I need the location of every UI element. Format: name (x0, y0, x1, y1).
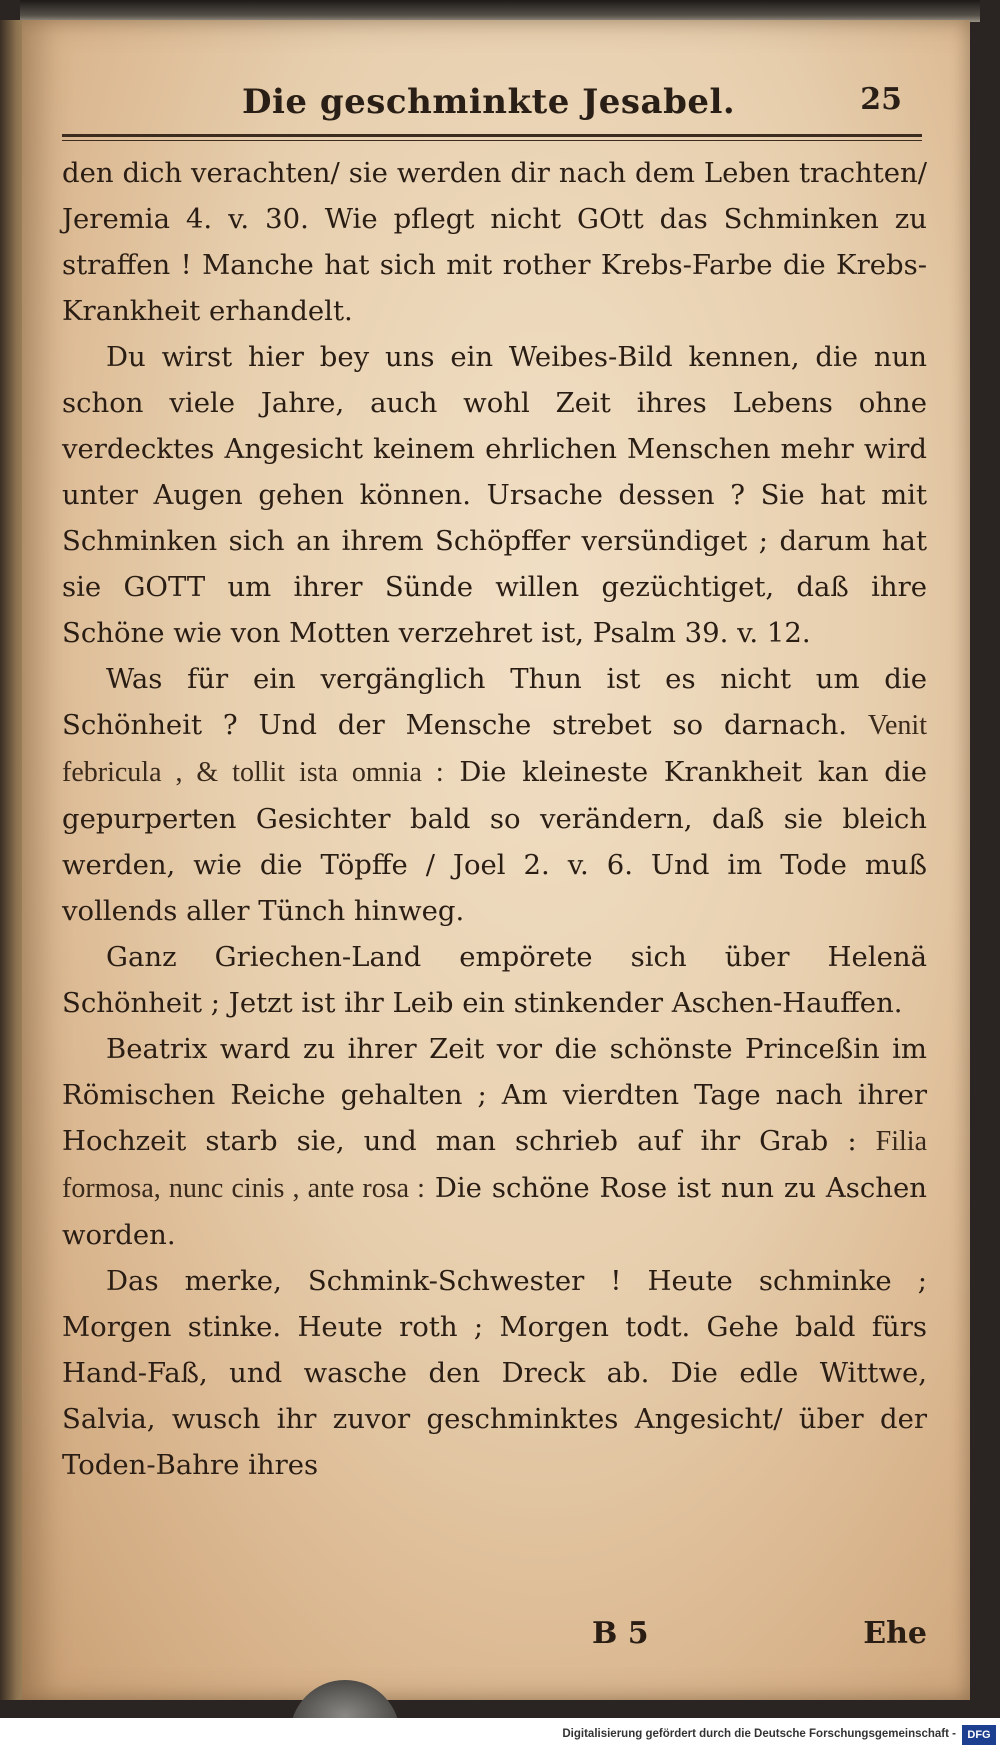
paragraph-3 (62, 656, 927, 934)
paragraph-1: den dich verachten/ sie werden dir nach dem Leben trachten/ Jeremia 4. v. 30. Wie pflegt nicht GOtt das Schminken zu straffen ! Manche hat sich mit rother Krebs-Farbe die Krebs-Krankheit erhandelt. (62, 157, 927, 327)
latin-quote-2: Filia formosa, nunc cinis , ante rosa : (62, 1126, 927, 1204)
book-top-edge (20, 0, 980, 22)
latin-quote-1: Venit febricula , & tollit ista omnia : (62, 710, 927, 788)
header-rule-thin (62, 140, 922, 141)
paragraph-5-end: Die schöne Rose ist nun zu Aschen worden. (62, 1172, 928, 1251)
body-text (62, 150, 927, 1488)
catchword: Ehe (863, 1616, 927, 1651)
dfg-logo: DFG (962, 1725, 996, 1745)
paragraph-3-start: Was für ein vergänglich Thun ist es nicht um die Schönheit ? Und der Mensche strebet so darnach. (62, 663, 927, 741)
page-number: 25 (860, 82, 902, 117)
paragraph-4: Ganz Griechen-Land empörete sich über Helenä Schönheit ; Jetzt ist ihr Leib ein stinkender Aschen-Hauffen. (62, 941, 927, 1019)
funding-credit: Digitalisierung gefördert durch die Deutsche Forschungsgemeinschaft - (562, 1728, 956, 1740)
running-head (242, 82, 942, 132)
book-page (22, 20, 970, 1700)
signature-mark: B 5 (592, 1616, 649, 1651)
page-footer (62, 1616, 927, 1666)
paragraph-6: Das merke, Schmink-Schwester ! Heute schminke ; Morgen stinke. Heute roth ; Morgen todt. Gehe bald fürs Hand-Faß, und wasche den Dreck ab. Die edle Wittwe, Salvia, wusch ihr zuvor geschminktes Angesicht/ über der Toden-Bahre ihres (62, 1265, 927, 1481)
credit-bar (0, 1718, 1000, 1756)
paragraph-5-start: Beatrix ward zu ihrer Zeit vor die schönste Princeßin im Römischen Reiche gehalten ; Am vierdten Tage nach ihrer Hochzeit starb sie, und man schrieb auf ihr Grab : (62, 1033, 927, 1157)
running-title: Die geschminkte Jesabel. (242, 82, 736, 122)
paragraph-2: Du wirst hier bey uns ein Weibes-Bild kennen, die nun schon viele Jahre, auch wohl Zeit ihres Lebens ohne verdecktes Angesicht keinem ehrlichen Menschen mehr wird unter Augen gehen können. Ursache dessen ? Sie hat mit Schminken sich an ihrem Schöpffer versündiget ; darum hat sie GOTT um ihrer Sünde willen gezüchtiget, daß ihre Schöne wie von Motten verzehret ist, Psalm 39. v. 12. (62, 341, 927, 649)
header-rule (62, 134, 922, 137)
paragraph-3-rest: Die kleineste Krankheit kan die gepurperten Gesichter bald so verändern, daß sie bleich werden, wie die Töpffe / Joel 2. v. 6. Und im Tode muß vollends aller Tünch hinweg. (62, 756, 927, 927)
paragraph-5 (62, 1026, 927, 1258)
